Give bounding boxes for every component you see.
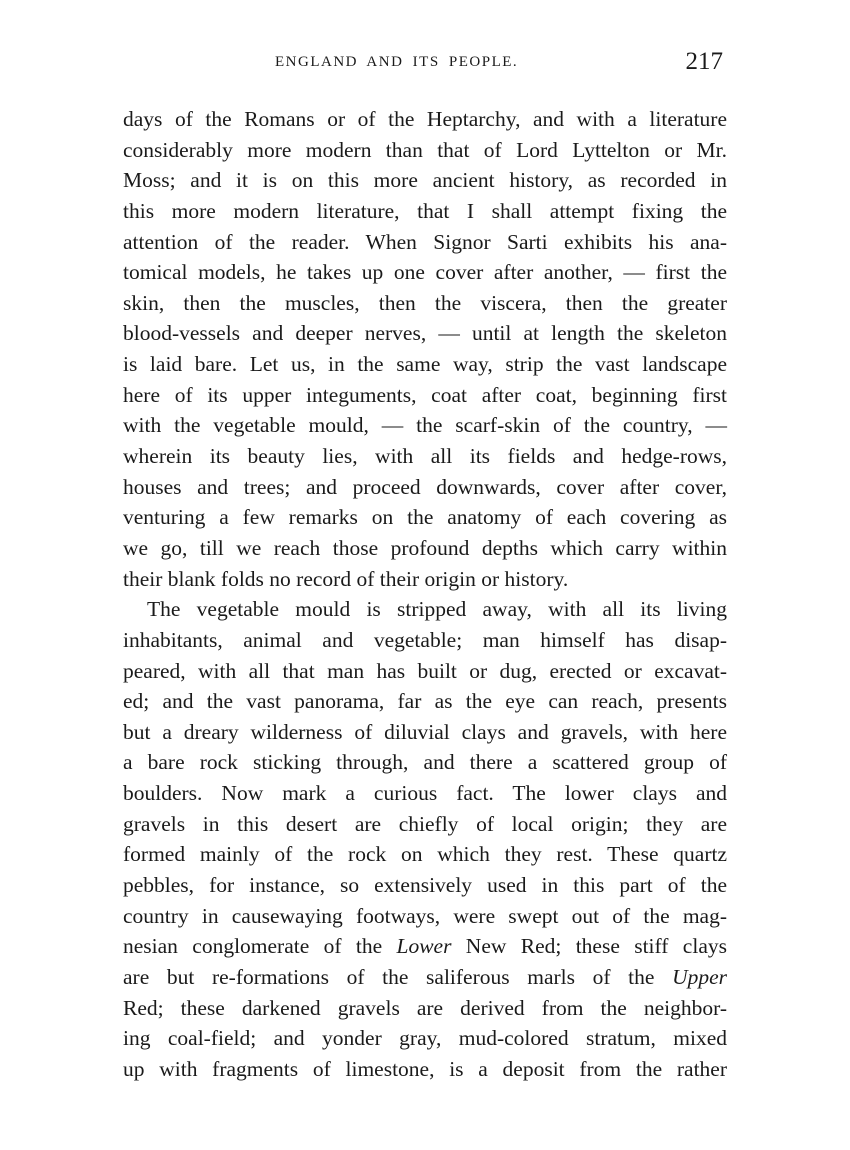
- text-line: up with fragments of limestone, is a deposit from the rather: [123, 1056, 727, 1081]
- text-line: peared, with all that man has built or dug, erected or excavat-: [123, 658, 727, 683]
- text-line: but a dreary wilderness of diluvial clays and gravels, with here: [123, 719, 727, 744]
- text-line: are but re-formations of the saliferous marls of the Upper: [123, 964, 727, 989]
- emphasis: Upper: [672, 964, 727, 989]
- running-title: ENGLAND AND ITS PEOPLE.: [275, 54, 519, 70]
- text-line: this more modern literature, that I shall attempt fixing the: [123, 198, 727, 223]
- text-line: considerably more modern than that of Lord Lyttelton or Mr.: [123, 137, 727, 162]
- text-line: nesian conglomerate of the Lower New Red; these stiff clays: [123, 934, 727, 959]
- text-line: ed; and the vast panorama, far as the eye can reach, presents: [123, 689, 727, 714]
- text-line: a bare rock sticking through, and there a scattered group of: [123, 750, 727, 775]
- text-line: with the vegetable mould, — the scarf-skin of the country, —: [123, 413, 727, 438]
- text-line: country in causewaying footways, were swept out of the mag-: [123, 903, 727, 928]
- text-line: venturing a few remarks on the anatomy of each covering as: [123, 505, 727, 530]
- text-line: wherein its beauty lies, with all its fields and hedge-rows,: [123, 444, 727, 469]
- emphasis: Lower: [396, 934, 452, 959]
- text-line: we go, till we reach those profound depths which carry within: [123, 535, 727, 560]
- text-line: boulders. Now mark a curious fact. The lower clays and: [123, 781, 727, 806]
- text-line: gravels in this desert are chiefly of local origin; they are: [123, 811, 727, 836]
- text-line: days of the Romans or of the Heptarchy, and with a literature: [123, 107, 727, 131]
- text-line: inhabitants, animal and vegetable; man himself has disap-: [123, 627, 727, 652]
- text-line: Moss; and it is on this more ancient history, as recorded in: [123, 168, 727, 193]
- text-line: ing coal-field; and yonder gray, mud-colored stratum, mixed: [123, 1026, 727, 1051]
- text-line: Red; these darkened gravels are derived from the neighbor-: [123, 995, 727, 1020]
- text-line: blood-vessels and deeper nerves, — until at length the skeleton: [123, 321, 727, 346]
- page-number: 217: [685, 48, 723, 75]
- text-line: formed mainly of the rock on which they rest. These quartz: [123, 842, 727, 867]
- paragraph-start-line: The vegetable mould is stripped away, with all its living: [147, 597, 727, 622]
- text-line: tomical models, he takes up one cover after another, — first the: [123, 260, 727, 285]
- paragraph-end-line: their blank folds no record of their origin or history.: [123, 566, 569, 591]
- text-line: skin, then the muscles, then the viscera, then the greater: [123, 290, 727, 315]
- running-head: [125, 48, 725, 82]
- text-line: pebbles, for instance, so extensively used in this part of the: [123, 873, 727, 898]
- text-line: here of its upper integuments, coat after coat, beginning first: [123, 382, 727, 407]
- body-text: [123, 104, 727, 1085]
- text-line: houses and trees; and proceed downwards, cover after cover,: [123, 474, 727, 499]
- text-line: attention of the reader. When Signor Sarti exhibits his ana-: [123, 229, 727, 254]
- text-line: is laid bare. Let us, in the same way, strip the vast landscape: [123, 352, 727, 377]
